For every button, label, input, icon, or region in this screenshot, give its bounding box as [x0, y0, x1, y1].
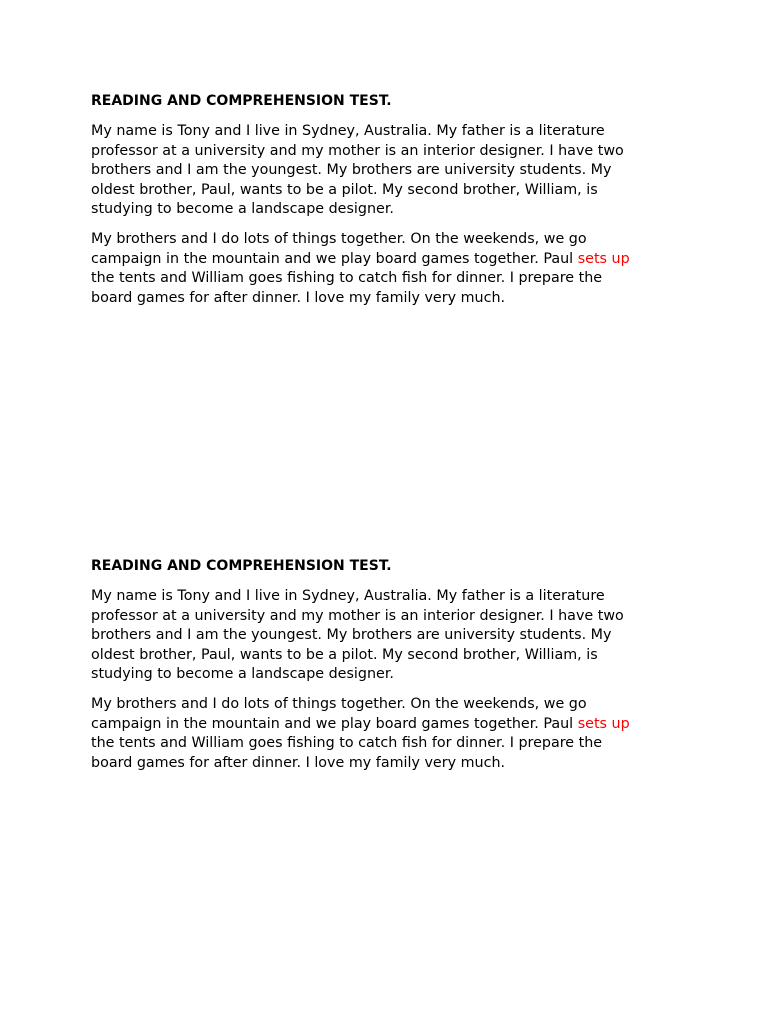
paragraph-line: oldest brother, Paul, wants to be a pilot. My second brother, William, is — [91, 181, 598, 198]
paragraph-line: brothers and I am the youngest. My brothers are university students. My — [91, 627, 612, 644]
paragraph-text: campaign in the mountain and we play board games together. Paul — [91, 250, 578, 267]
paragraph-line: My brothers and I do lots of things together. On the weekends, we go — [91, 230, 587, 247]
paragraph-family-intro — [91, 122, 691, 220]
paragraph-family-intro — [91, 587, 691, 685]
paragraph-line: professor at a university and my mother is an interior designer. I have two — [91, 142, 624, 159]
paragraph-line — [91, 715, 691, 735]
paragraph-activities — [91, 230, 691, 308]
paragraph-line: My name is Tony and I live in Sydney, Australia. My father is a literature — [91, 123, 605, 139]
paragraph-line: My name is Tony and I live in Sydney, Australia. My father is a literature — [91, 588, 605, 604]
paragraph-line: studying to become a landscape designer. — [91, 666, 394, 683]
section-title: READING AND COMPREHENSION TEST. — [91, 93, 392, 109]
paragraph-line: My brothers and I do lots of things together. On the weekends, we go — [91, 695, 587, 712]
paragraph-line: board games for after dinner. I love my family very much. — [91, 289, 506, 306]
document-section-1 — [91, 92, 691, 318]
paragraph-line: board games for after dinner. I love my family very much. — [91, 754, 506, 771]
highlighted-phrase: sets up — [577, 250, 630, 267]
paragraph-line: studying to become a landscape designer. — [91, 201, 394, 218]
paragraph-line: the tents and William goes fishing to catch fish for dinner. I prepare the — [91, 735, 603, 752]
paragraph-activities — [91, 695, 691, 773]
highlighted-phrase: sets up — [577, 715, 630, 732]
paragraph-line: professor at a university and my mother is an interior designer. I have two — [91, 607, 624, 624]
paragraph-text: campaign in the mountain and we play board games together. Paul — [91, 715, 578, 732]
paragraph-line: the tents and William goes fishing to catch fish for dinner. I prepare the — [91, 270, 603, 287]
paragraph-line — [91, 250, 691, 270]
paragraph-line: oldest brother, Paul, wants to be a pilot. My second brother, William, is — [91, 646, 598, 663]
paragraph-line: brothers and I am the youngest. My brothers are university students. My — [91, 162, 612, 179]
section-title: READING AND COMPREHENSION TEST. — [91, 558, 392, 574]
document-section-2 — [91, 557, 691, 783]
